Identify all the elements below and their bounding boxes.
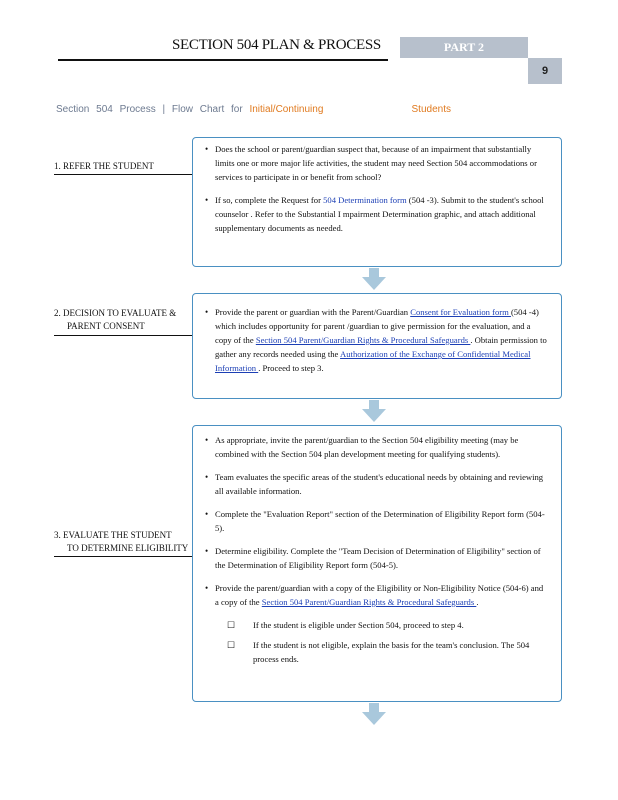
step-3-box	[192, 425, 562, 702]
page-number: 9	[528, 58, 562, 84]
step-3-bullet-2: • Team evaluates the specific areas of the student's educational needs by obtaining and reviewing all available information.	[203, 470, 549, 498]
step-3-bullet-5-end: .	[476, 597, 479, 607]
authorization-link[interactable]: Authorization of the Exchange of Confidential Medical Information	[215, 349, 531, 373]
step-1-box	[192, 137, 562, 267]
step-3-not-eligible-item: ☐ If the student is not eligible, explain the basis for the team's conclusion. The 504 process ends.	[225, 638, 549, 666]
part-tab: PART 2	[400, 37, 528, 58]
down-arrow-icon	[362, 703, 386, 725]
step-3-label-line-1: 3. EVALUATE THE STUDENT	[54, 530, 172, 540]
step-3-bullet-3: • Complete the "Evaluation Report" section of the Determination of Eligibility Report form (504-5).	[203, 507, 549, 535]
page-title: SECTION 504 PLAN & PROCESS	[172, 37, 381, 53]
step-3-eligible-item: ☐ If the student is eligible under Section 504, proceed to step 4.	[225, 618, 549, 632]
step-3-bullet-5-text: Provide the parent/guardian with a copy of the Eligibility or Non-Eligibility Notice (504-6) and a copy of the	[215, 583, 544, 607]
down-arrow-icon	[362, 268, 386, 290]
title-underline	[58, 59, 388, 61]
step-2-text-1: Provide the parent or guardian with the Parent/Guardian	[215, 307, 411, 317]
step-2-text-2: (504 -4) which includes opportunity for parent /guardian to give permission for the evaluation, and a copy of the	[215, 307, 539, 345]
flowchart-title-highlight-1: Initial/Continuing	[249, 104, 324, 115]
step-1-rule	[54, 174, 192, 175]
rights-safeguards-link-2[interactable]: Section 504 Parent/Guardian Rights & Procedural Safeguards	[261, 597, 477, 607]
step-2-rule	[54, 335, 192, 336]
step-3-label-line-2: TO DETERMINE ELIGIBILITY	[67, 543, 189, 553]
step-3-rule	[54, 556, 192, 557]
step-2-bullet	[203, 305, 549, 375]
step-2-label-line-2: PARENT CONSENT	[67, 321, 145, 331]
step-2-label-line-1: 2. DECISION TO EVALUATE &	[54, 308, 177, 318]
step-1-bullet-1: • Does the school or parent/guardian suspect that, because of an impairment that substantially limits one or more major life activities, the student may need Section 504 accommodations or services to participate in or benefit from school?	[203, 142, 549, 184]
step-2-box	[192, 293, 562, 399]
step-3-bullet-5	[203, 581, 549, 609]
step-1-bullet-2	[203, 193, 549, 235]
flowchart-title	[56, 104, 451, 115]
rights-safeguards-link[interactable]: Section 504 Parent/Guardian Rights & Procedural Safeguards	[255, 335, 471, 345]
step-1-bullet-2-text: If so, complete the Request for	[215, 195, 324, 205]
step-2-text-3: . Obtain permission to gather any records needed using the	[215, 335, 547, 359]
consent-form-link[interactable]: Consent for Evaluation form	[410, 307, 511, 317]
step-1-bullet-2-text-end: (504 -3). Submit to the student's school counselor . Refer to the Substantial I mpairment Determination graphic, and attach additional supplementary documents as needed.	[215, 195, 544, 233]
flowchart-title-highlight-2: Students	[411, 104, 451, 115]
step-2-text-4: . Proceed to step 3.	[258, 363, 324, 373]
step-1-label: 1. REFER THE STUDENT	[54, 161, 154, 171]
down-arrow-icon	[362, 400, 386, 422]
determination-form-link[interactable]: 504 Determination form	[323, 195, 407, 205]
step-3-bullet-1: • As appropriate, invite the parent/guardian to the Section 504 eligibility meeting (may be combined with the Section 504 plan development meeting for qualifying students).	[203, 433, 549, 461]
flowchart-title-prefix: Section 504 Process | Flow Chart for	[56, 104, 243, 115]
step-3-bullet-4: • Determine eligibility. Complete the "Team Decision of Determination of Eligibility" section of the Determination of Eligibility Report form (504-5).	[203, 544, 549, 572]
